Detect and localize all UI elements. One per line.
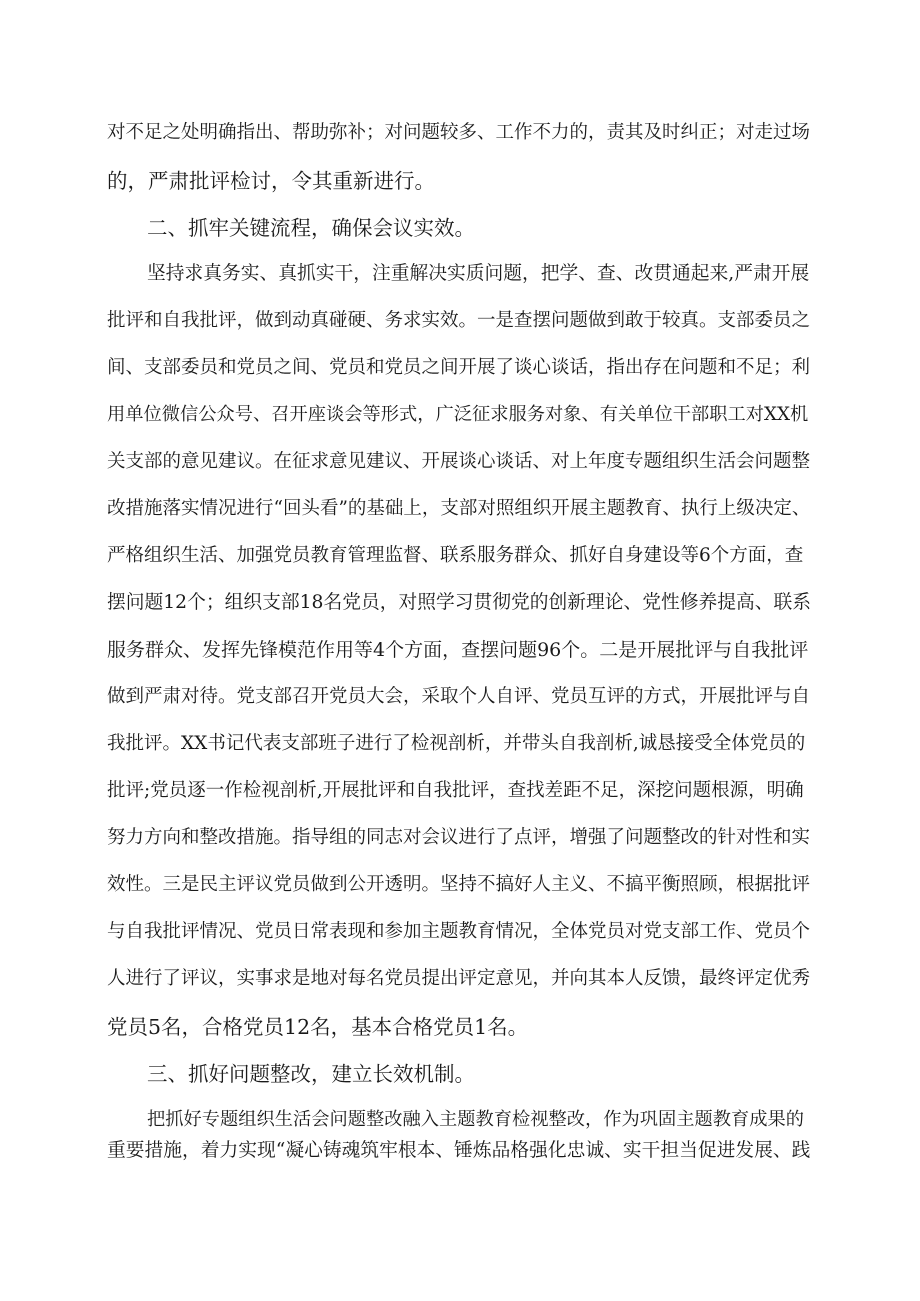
paragraph-line: 党员5名，合格党员12名，基本合格党员1名。 xyxy=(107,1015,529,1039)
paragraph-line: 批评和自我批评，做到动真碰硬、务求实效。一是查摆问题做到敢于较真。支部委员之 xyxy=(107,310,811,331)
paragraph-line: 重要措施，着力实现“凝心铸魂筑牢根本、锤炼品格强化忠诚、实干担当促进发展、践 xyxy=(107,1140,811,1161)
paragraph-line: 间、支部委员和党员之间、党员和党员之间开展了谈心谈话，指出存在问题和不足；利 xyxy=(107,357,811,378)
paragraph-line: 人进行了评议，实事求是地对每名党员提出评定意见，并向其本人反馈，最终评定优秀 xyxy=(107,968,811,989)
paragraph-line: 坚持求真务实、真抓实干，注重解决实质问题，把学、查、改贯通起来,严肃开展 xyxy=(147,263,810,284)
paragraph-line: 批评;党员逐一作检视剖析,开展批评和自我批评，查找差距不足，深挖问题根源，明确 xyxy=(107,780,804,801)
paragraph-line: 摆问题12个；组织支部18名党员，对照学习贯彻党的创新理论、党性修养提高、联系 xyxy=(107,592,811,613)
paragraph-line: 改措施落实情况进行“回头看”的基础上，支部对照组织开展主题教育、执行上级决定、 xyxy=(107,498,811,519)
paragraph-line: 把抓好专题组织生活会问题整改融入主题教育检视整改，作为巩固主题教育成果的 xyxy=(147,1109,804,1130)
paragraph-line: 的，严肃批评检讨，令其重新进行。 xyxy=(107,169,435,193)
paragraph-line: 效性。三是民主评议党员做到公开透明。坚持不搞好人主义、不搞平衡照顾，根据批评 xyxy=(107,874,811,895)
paragraph-line: 对不足之处明确指出、帮助弥补；对问题较多、工作不力的，责其及时纠正；对走过场 xyxy=(107,122,811,143)
paragraph-line: 关支部的意见建议。在征求意见建议、开展谈心谈话、对上年度专题组织生活会问题整 xyxy=(107,451,811,472)
paragraph-line: 与自我批评情况、党员日常表现和参加主题教育情况，全体党员对党支部工作、党员个 xyxy=(107,921,811,942)
paragraph-line: 我批评。XX书记代表支部班子进行了检视剖析，并带头自我剖析,诚恳接受全体党员的 xyxy=(107,733,806,754)
paragraph-line: 做到严肃对待。党支部召开党员大会，采取个人自评、党员互评的方式，开展批评与自 xyxy=(107,686,811,707)
paragraph-line: 努力方向和整改措施。指导组的同志对会议进行了点评，增强了问题整改的针对性和实 xyxy=(107,827,811,848)
paragraph-line: 严格组织生活、加强党员教育管理监督、联系服务群众、抓好自身建设等6个方面，查 xyxy=(107,545,804,566)
paragraph-line: 服务群众、发挥先锋模范作用等4个方面，查摆问题96个。二是开展批评与自我批评 xyxy=(107,639,809,661)
paragraph-line: 用单位微信公众号、召开座谈会等形式，广泛征求服务对象、有关单位干部职工对XX机 xyxy=(107,404,809,425)
section-heading: 二、抓牢关键流程，确保会议实效。 xyxy=(147,216,475,240)
section-heading: 三、抓好问题整改，建立长效机制。 xyxy=(147,1062,475,1086)
